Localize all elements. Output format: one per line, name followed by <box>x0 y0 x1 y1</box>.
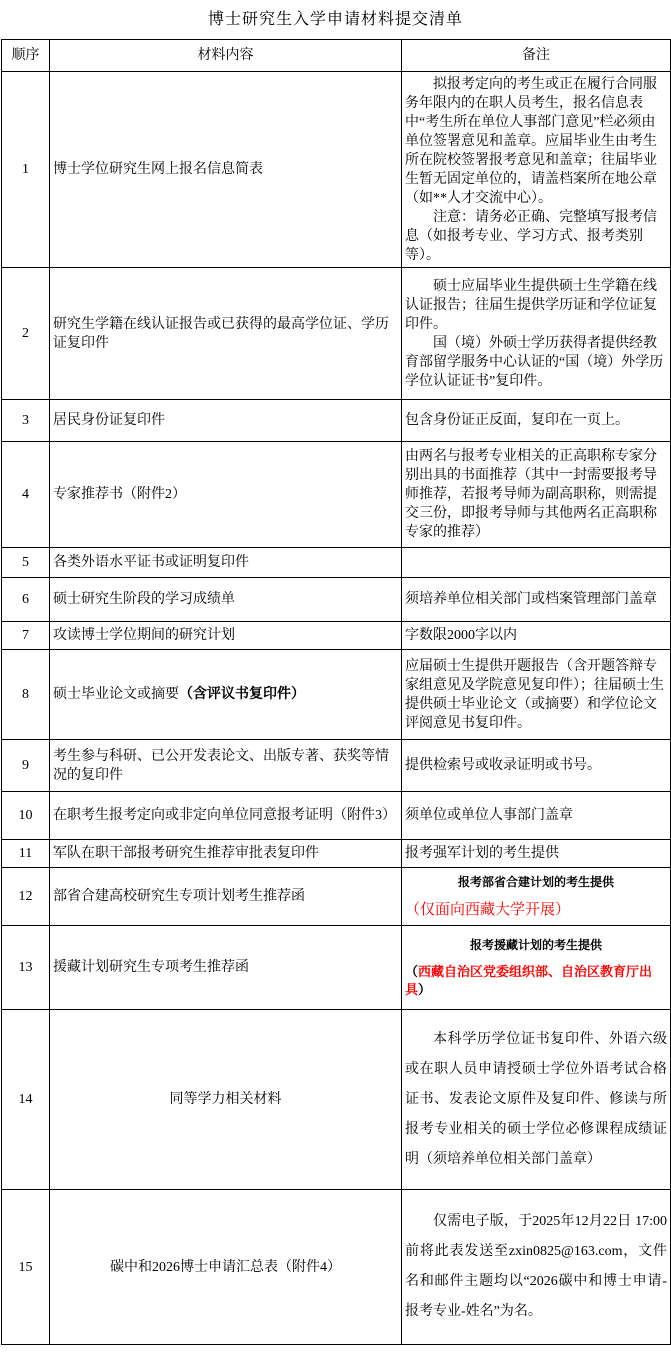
material-content-cell <box>50 442 402 548</box>
material-text <box>53 315 398 353</box>
row-order-number: 2 <box>2 268 50 400</box>
note-paragraph <box>405 334 667 391</box>
table-row <box>2 548 671 578</box>
table-row <box>2 840 671 868</box>
note-paragraph <box>405 411 667 430</box>
text-segment: （含评议书复印件） <box>179 687 305 702</box>
row-order-number: 4 <box>2 442 50 548</box>
material-text <box>53 590 398 609</box>
text-segment: 居民身份证复印件 <box>53 413 165 428</box>
note-paragraph <box>405 844 667 863</box>
text-segment: 研究生学籍在线认证报告或已获得的最高学位证、学历证复印件 <box>53 316 389 351</box>
notes-cell <box>402 72 671 268</box>
table-row <box>2 868 671 926</box>
row-order-number: 1 <box>2 72 50 268</box>
text-segment: （仅面向西藏大学开展） <box>405 901 571 918</box>
text-segment: 硕士毕业论文或摘要 <box>53 687 179 702</box>
notes-cell <box>402 622 671 650</box>
material-content-cell <box>50 548 402 578</box>
note-paragraph <box>405 75 667 208</box>
note-paragraph <box>405 806 667 825</box>
row-order-number: 7 <box>2 622 50 650</box>
material-content-cell <box>50 578 402 622</box>
text-segment: 报考强军计划的考生提供 <box>405 846 559 861</box>
notes-cell <box>402 740 671 792</box>
note-paragraph <box>405 277 667 334</box>
text-segment: 硕士应届毕业生提供硕士生学籍在线认证报告；往届生提供学历证和学位证复印件。 <box>405 278 657 332</box>
row-order-number: 9 <box>2 740 50 792</box>
text-segment: 拟报考定向的考生或正在履行合同服务年限内的在职人员考生，报名信息表中“考生所在单位人事部门意见”栏必须由单位签署意见和盖章。应届毕业生由考生所在院校签署报考意见和盖章；往届毕业生暂无固定单位的，请盖档案所在地公章（如**人才交流中心）。 <box>405 76 657 206</box>
row-order-number: 15 <box>2 1190 50 1345</box>
notes-cell <box>402 926 671 1010</box>
notes-cell <box>402 400 671 442</box>
text-segment: 硕士研究生阶段的学习成绩单 <box>53 592 235 607</box>
notes-cell <box>402 792 671 840</box>
note-paragraph <box>405 900 667 920</box>
row-order-number: 8 <box>2 650 50 740</box>
text-segment: 提供检索号或收录证明或书号。 <box>405 758 601 773</box>
text-segment: 包含身份证正反面，复印在一页上。 <box>405 413 629 428</box>
text-segment: 仅需电子版，于2025年12月22日 17:00 前将此表发送至zxin0825@163.com，文件名和邮件主题均以“2026碳中和博士申请-报考专业-姓名”为名。 <box>405 1214 667 1319</box>
text-segment: 碳中和2026博士申请汇总表（附件4） <box>110 1259 341 1275</box>
material-content-cell <box>50 268 402 400</box>
table-row <box>2 268 671 400</box>
row-order-number: 12 <box>2 868 50 926</box>
note-paragraph <box>405 874 667 890</box>
material-content-cell <box>50 1010 402 1190</box>
text-segment: 部省合建高校研究生专项计划考生推荐函 <box>53 889 305 904</box>
text-segment: 专家推荐书（附件2） <box>53 487 186 502</box>
table-row <box>2 622 671 650</box>
material-content-cell <box>50 792 402 840</box>
notes-cell <box>402 1190 671 1345</box>
notes-cell <box>402 548 671 578</box>
notes-cell <box>402 650 671 740</box>
text-segment: 本科学历学位证书复印件、外语六级或在职人员申请授硕士学位外语考试合格证书、发表论文原件及复印件、修读与所报考专业相关的硕士学位必修课程成绩证明（须培养单位相关部门盖章） <box>405 1031 667 1167</box>
material-content-cell <box>50 72 402 268</box>
material-text <box>53 553 398 572</box>
row-order-number: 14 <box>2 1010 50 1190</box>
header-row <box>2 40 671 72</box>
material-text <box>53 160 398 179</box>
material-content-cell <box>50 650 402 740</box>
row-order-number: 13 <box>2 926 50 1010</box>
text-segment: 援藏计划研究生专项考生推荐函 <box>53 960 249 975</box>
text-segment: 注意：请务必正确、完整填写报考信息（如报考专业、学习方式、报考类别等）。 <box>405 209 657 263</box>
note-paragraph <box>405 963 667 999</box>
table-row <box>2 72 671 268</box>
notes-cell <box>402 840 671 868</box>
text-segment: 博士学位研究生网上报名信息简表 <box>53 162 263 177</box>
material-content-cell <box>50 740 402 792</box>
note-paragraph <box>405 657 667 733</box>
material-text <box>53 411 398 430</box>
note-paragraph <box>405 937 667 953</box>
note-paragraph <box>405 1207 667 1327</box>
material-text <box>53 685 398 704</box>
text-segment: 各类外语水平证书或证明复印件 <box>53 555 249 570</box>
text-segment: 应届硕士生提供开题报告（含开题答辩专家组意见及学院意见复印件）；往届硕士生提供硕士毕业论文（或摘要）和学位论文评阅意见书复印件。 <box>405 658 664 731</box>
material-content-cell <box>50 400 402 442</box>
text-segment: 报考部省合建计划的考生提供 <box>457 874 614 889</box>
material-text <box>53 747 398 785</box>
text-segment: 西藏自治区党委组织部、自治区教育厅出具 <box>405 963 653 997</box>
text-segment: 考生参与科研、已公开发表论文、出版专著、获奖等情况的复印件 <box>53 748 389 783</box>
material-text <box>53 887 398 906</box>
text-segment: 须培养单位相关部门或档案管理部门盖章 <box>405 592 657 607</box>
text-segment: 军队在职干部报考研究生推荐审批表复印件 <box>53 846 319 861</box>
material-text <box>53 626 398 645</box>
materials-table <box>1 39 671 1345</box>
material-content-cell <box>50 622 402 650</box>
table-row <box>2 400 671 442</box>
table-row <box>2 1190 671 1345</box>
row-order-number: 11 <box>2 840 50 868</box>
material-text <box>53 806 398 825</box>
table-row <box>2 792 671 840</box>
text-segment: 攻读博士学位期间的研究计划 <box>53 628 235 643</box>
material-content-cell <box>50 868 402 926</box>
col-header-material: 材料内容 <box>50 40 402 72</box>
text-segment: 在职考生报考定向或非定向单位同意报考证明（附件3） <box>53 808 396 823</box>
page-title: 博士研究生入学申请材料提交清单 <box>207 11 463 28</box>
notes-cell <box>402 268 671 400</box>
row-order-number: 6 <box>2 578 50 622</box>
note-paragraph <box>405 447 667 542</box>
material-content-cell <box>50 1190 402 1345</box>
table-body <box>2 72 671 1345</box>
notes-cell <box>402 1010 671 1190</box>
table-row <box>2 740 671 792</box>
text-segment: 同等学力相关材料 <box>169 1092 282 1107</box>
material-text <box>53 485 398 504</box>
text-segment: ） <box>418 981 432 997</box>
note-paragraph <box>405 1025 667 1175</box>
row-order-number: 3 <box>2 400 50 442</box>
table-row <box>2 1010 671 1190</box>
note-paragraph <box>405 590 667 609</box>
notes-cell <box>402 578 671 622</box>
material-content-cell <box>50 840 402 868</box>
notes-cell <box>402 442 671 548</box>
note-paragraph <box>405 626 667 645</box>
note-paragraph <box>405 756 667 775</box>
row-order-number: 5 <box>2 548 50 578</box>
material-text <box>53 1258 398 1277</box>
note-paragraph <box>405 208 667 265</box>
table-row <box>2 578 671 622</box>
col-header-notes: 备注 <box>402 40 671 72</box>
col-header-order: 顺序 <box>2 40 50 72</box>
material-text <box>53 1090 398 1109</box>
notes-cell <box>402 868 671 926</box>
text-segment: （ <box>405 963 419 979</box>
material-text <box>53 844 398 863</box>
table-row <box>2 926 671 1010</box>
text-segment: 国（境）外硕士学历获得者提供经教育部留学服务中心认证的“国（境）外学历学位认证证书”复印件。 <box>405 335 664 389</box>
row-order-number: 10 <box>2 792 50 840</box>
table-row <box>2 650 671 740</box>
text-segment: 报考援藏计划的考生提供 <box>469 937 602 952</box>
material-text <box>53 958 398 977</box>
text-segment: 字数限2000字以内 <box>405 628 517 643</box>
text-segment: 由两名与报考专业相关的正高职称专家分别出具的书面推荐（其中一封需要报考导师推荐，若报考导师为副高职称，则需提交三份，即报考导师与其他两名正高职称专家的推荐） <box>405 449 657 540</box>
text-segment: 须单位或单位人事部门盖章 <box>405 808 573 823</box>
material-content-cell <box>50 926 402 1010</box>
table-row <box>2 442 671 548</box>
